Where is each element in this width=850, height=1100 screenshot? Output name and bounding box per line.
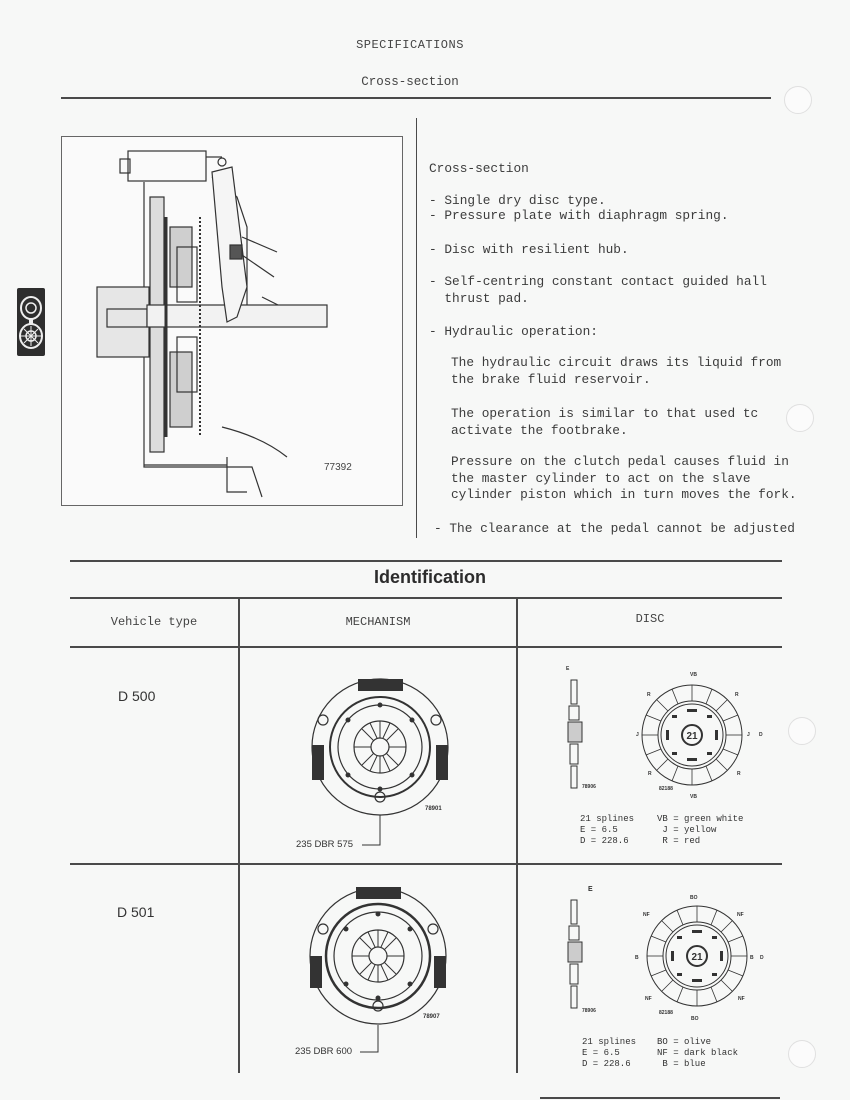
punch-hole [788,717,816,745]
disc-color-code: J = yellow [657,825,717,835]
disc-spec-line: D = 228.6 [582,1059,631,1069]
disc-label: J [636,732,639,738]
description-item: - The clearance at the pedal cannot be adjusted [434,521,795,536]
disc-label: BO [690,895,698,901]
disc-spec-line: E = 6.5 [580,825,618,835]
punch-hole [784,86,812,114]
column-header-vehicle-type: Vehicle type [110,615,198,629]
description-paragraph: activate the footbrake. [451,423,628,438]
table-column-divider [238,598,240,1073]
disc-label: NF [737,912,744,918]
page-subtitle: Cross-section [361,75,459,89]
leader-line [360,815,385,850]
description-paragraph: The operation is similar to that used tc [451,406,759,421]
disc-label: R [648,771,652,777]
disc-face-icon [640,683,744,787]
disc-color-code: NF = dark black [657,1048,739,1058]
punch-hole [786,404,814,432]
description-paragraph: Pressure on the clutch pedal causes fluid in [451,454,789,469]
description-heading: Cross-section [429,161,529,176]
column-header-mechanism: MECHANISM [345,615,411,629]
disc-label: B [750,955,754,961]
mechanism-figure-number: 78901 [425,806,442,812]
disc-label: E [566,666,570,672]
page-title: SPECIFICATIONS [356,38,464,52]
disc-spline-count-mark: 21 [691,952,703,963]
disc-side-figure-number: 78906 [582,1008,596,1014]
disc-label: NF [645,996,652,1002]
table-bottom-rule [540,1097,780,1099]
disc-spec-line: 21 splines [580,814,635,824]
disc-label: VB [690,672,697,678]
disc-label: E [588,886,593,893]
disc-spec-line: D = 228.6 [580,836,629,846]
disc-label: D [760,955,764,961]
identification-title: Identification [374,567,486,587]
pressure-plate-mechanism-icon [308,675,453,820]
disc-label: R [735,692,739,698]
disc-side-figure-number: 78906 [582,784,596,790]
table-row-rule [70,863,782,865]
description-item: - Single dry disc type. [429,193,606,208]
table-top-rule [70,597,782,599]
disc-label: R [737,771,741,777]
disc-label: NF [643,912,650,918]
disc-face-icon [645,904,749,1008]
disc-color-code: R = red [657,836,701,846]
disc-color-code: VB = green white [657,814,744,824]
disc-label: D [759,732,763,738]
cross-section-figure [61,136,403,506]
description-item: - Pressure plate with diaphragm spring. [429,208,729,223]
section-rule [70,560,782,562]
side-tab [17,288,45,356]
column-header-disc: DISC [635,612,665,626]
disc-spline-count-mark: 21 [686,731,698,742]
description-item: - Self-centring constant contact guided hall [429,274,767,289]
disc-label: B [635,955,639,961]
leader-line [358,1025,383,1060]
disc-figure-number: 82188 [659,1010,673,1016]
clutch-cross-section-drawing [62,137,402,505]
disc-label: J [747,732,750,738]
table-column-divider [516,598,518,1073]
table-header-rule [70,646,782,648]
disc-figure-number: 82188 [659,786,673,792]
clutch-disc-thumb-tab-icon [17,288,45,356]
description-paragraph: the brake fluid reservoir. [451,372,651,387]
disc-label: NF [738,996,745,1002]
description-paragraph: cylinder piston which in turn moves the fork. [451,487,797,502]
mechanism-figure-number: 78907 [423,1014,440,1020]
mechanism-part-number: 235 DBR 600 [295,1046,353,1057]
mechanism-part-number: 235 DBR 575 [296,839,354,850]
vehicle-type-cell: D 500 [118,688,156,704]
description-paragraph: The hydraulic circuit draws its liquid from [451,355,782,370]
disc-color-code: B = blue [657,1059,706,1069]
disc-label: BO [691,1016,699,1022]
description-item: thrust pad. [429,291,529,306]
disc-color-code: BO = olive [657,1037,712,1047]
pressure-plate-mechanism-icon [306,884,451,1029]
disc-label: R [647,692,651,698]
description-item: - Disc with resilient hub. [429,242,629,257]
disc-side-view-icon [565,892,585,1012]
disc-label: VB [690,794,697,800]
disc-side-view-icon [565,672,585,792]
description-item: - Hydraulic operation: [429,324,598,339]
description-paragraph: the master cylinder to act on the slave [451,471,751,486]
punch-hole [788,1040,816,1068]
disc-spec-line: 21 splines [582,1037,637,1047]
figure-number: 77392 [324,462,352,473]
header-rule [61,97,771,99]
vehicle-type-cell: D 501 [117,904,155,920]
disc-spec-line: E = 6.5 [582,1048,620,1058]
description-divider [416,118,417,538]
